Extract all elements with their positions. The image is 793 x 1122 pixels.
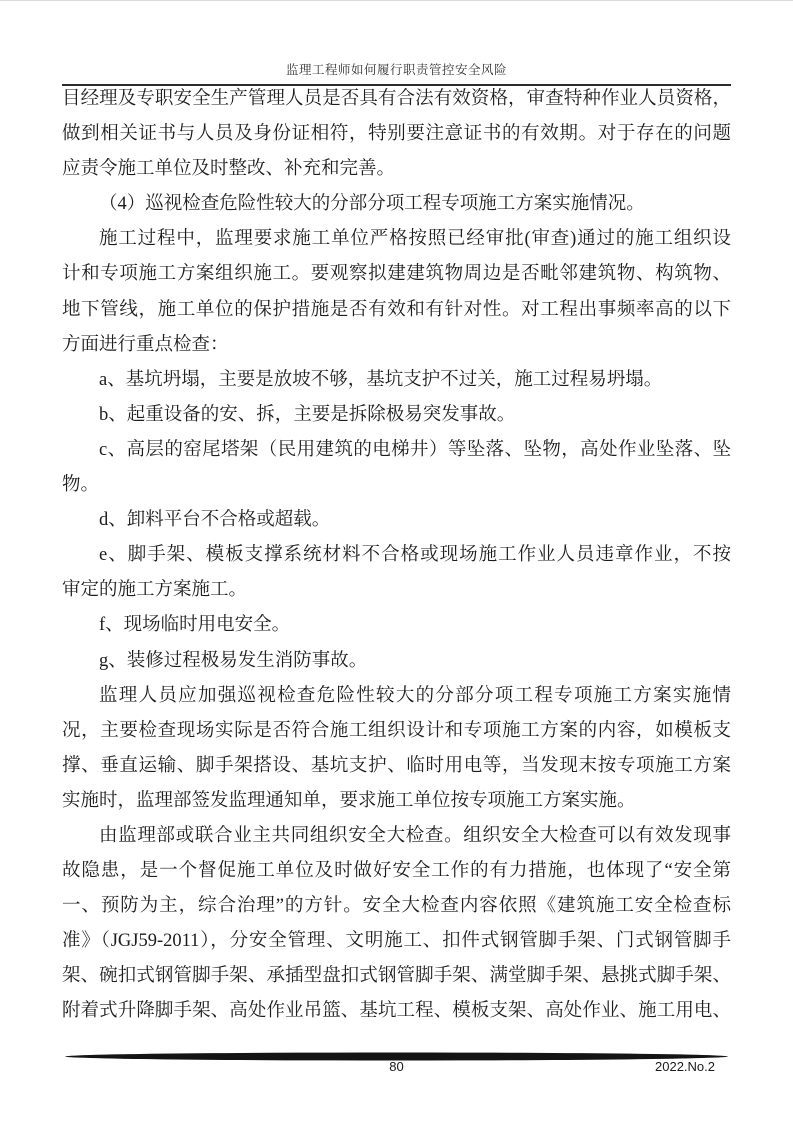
body-text-line: 撑、垂直运输、脚手架搭设、基坑支护、临时用电等，当发现末按专项施工方案 — [62, 755, 731, 776]
body-text-line: 一、预防为主，综合治理”的方针。安全大检查内容依照《建筑施工安全检查标 — [62, 896, 731, 917]
issue-label: 2022.No.2 — [655, 1059, 715, 1074]
body-text-line: 物。 — [62, 475, 100, 496]
body-text-line: 做到相关证书与人员及身份证相符，特别要注意证书的有效期。对于存在的问题 — [62, 124, 731, 145]
body-text-line: g、装修过程极易发生消防事故。 — [99, 650, 368, 671]
body-text-line: 应责令施工单位及时整改、补充和完善。 — [62, 159, 396, 180]
body-text-line: f、现场临时用电安全。 — [99, 615, 291, 636]
body-text-line: 目经理及专职安全生产管理人员是否具有合法有效资格，审查特种作业人员资格， — [62, 89, 731, 109]
body-text-line: （4）巡视检查危险性较大的分部分项工程专项施工方案实施情况。 — [99, 194, 645, 215]
body-text-line: 计和专项施工方案组织施工。要观察拟建建筑物周边是否毗邻建筑物、构筑物、 — [62, 264, 731, 285]
body-text-line: 方面进行重点检查： — [62, 334, 229, 355]
body-text-line: a、基坑坍塌，主要是放坡不够，基坑支护不过关，施工过程易坍塌。 — [99, 369, 663, 390]
body-text-line: 审定的施工方案施工。 — [62, 580, 248, 601]
body-text-line: b、起重设备的安、拆，主要是拆除极易突发事故。 — [99, 404, 516, 425]
body-text-line: c、高层的窑尾塔架（民用建筑的电梯井）等坠落、坠物，高处作业坠落、坠 — [99, 439, 731, 460]
body-text-line: d、卸料平台不合格或超载。 — [99, 510, 331, 531]
body-text-line: 故隐患，是一个督促施工单位及时做好安全工作的有力措施，也体现了“安全第 — [62, 861, 731, 882]
footer-tapered-bar — [65, 1048, 728, 1057]
page-number: 80 — [389, 1059, 404, 1074]
body-text-line: 附着式升降脚手架、高处作业吊篮、基坑工程、模板支架、高处作业、施工用电、 — [62, 1001, 731, 1022]
page-footer — [62, 1058, 731, 1076]
body-text-line: 地下管线，施工单位的保护措施是否有效和有针对性。对工程出事频率高的以下 — [62, 299, 731, 320]
page-top-edge — [0, 0, 793, 1]
document-body — [62, 82, 731, 1030]
running-header-title: 监理工程师如何履行职责管控安全风险 — [285, 63, 507, 77]
body-text-line: 架、碗扣式钢管脚手架、承插型盘扣式钢管脚手架、满堂脚手架、悬挑式脚手架、 — [62, 966, 731, 987]
body-text-line: 施工过程中，监理要求施工单位严格按照已经审批(审查)通过的施工组织设 — [99, 229, 731, 250]
body-text-line: 实施时，监理部签发监理通知单，要求施工单位按专项施工方案实施。 — [62, 790, 636, 811]
body-text-line: 监理人员应加强巡视检查危险性较大的分部分项工程专项施工方案实施情 — [99, 685, 731, 706]
body-text-line: 准》（JGJ59-2011），分安全管理、文明施工、扣件式钢管脚手架、门式钢管脚手 — [62, 931, 731, 952]
body-text-line: e、脚手架、模板支撑系统材料不合格或现场施工作业人员违章作业，不按 — [99, 545, 731, 566]
body-text-line: 况，主要检查现场实际是否符合施工组织设计和专项施工方案的内容，如模板支 — [62, 720, 731, 741]
body-text-line: 由监理部或联合业主共同组织安全大检查。组织安全大检查可以有效发现事 — [99, 825, 731, 846]
